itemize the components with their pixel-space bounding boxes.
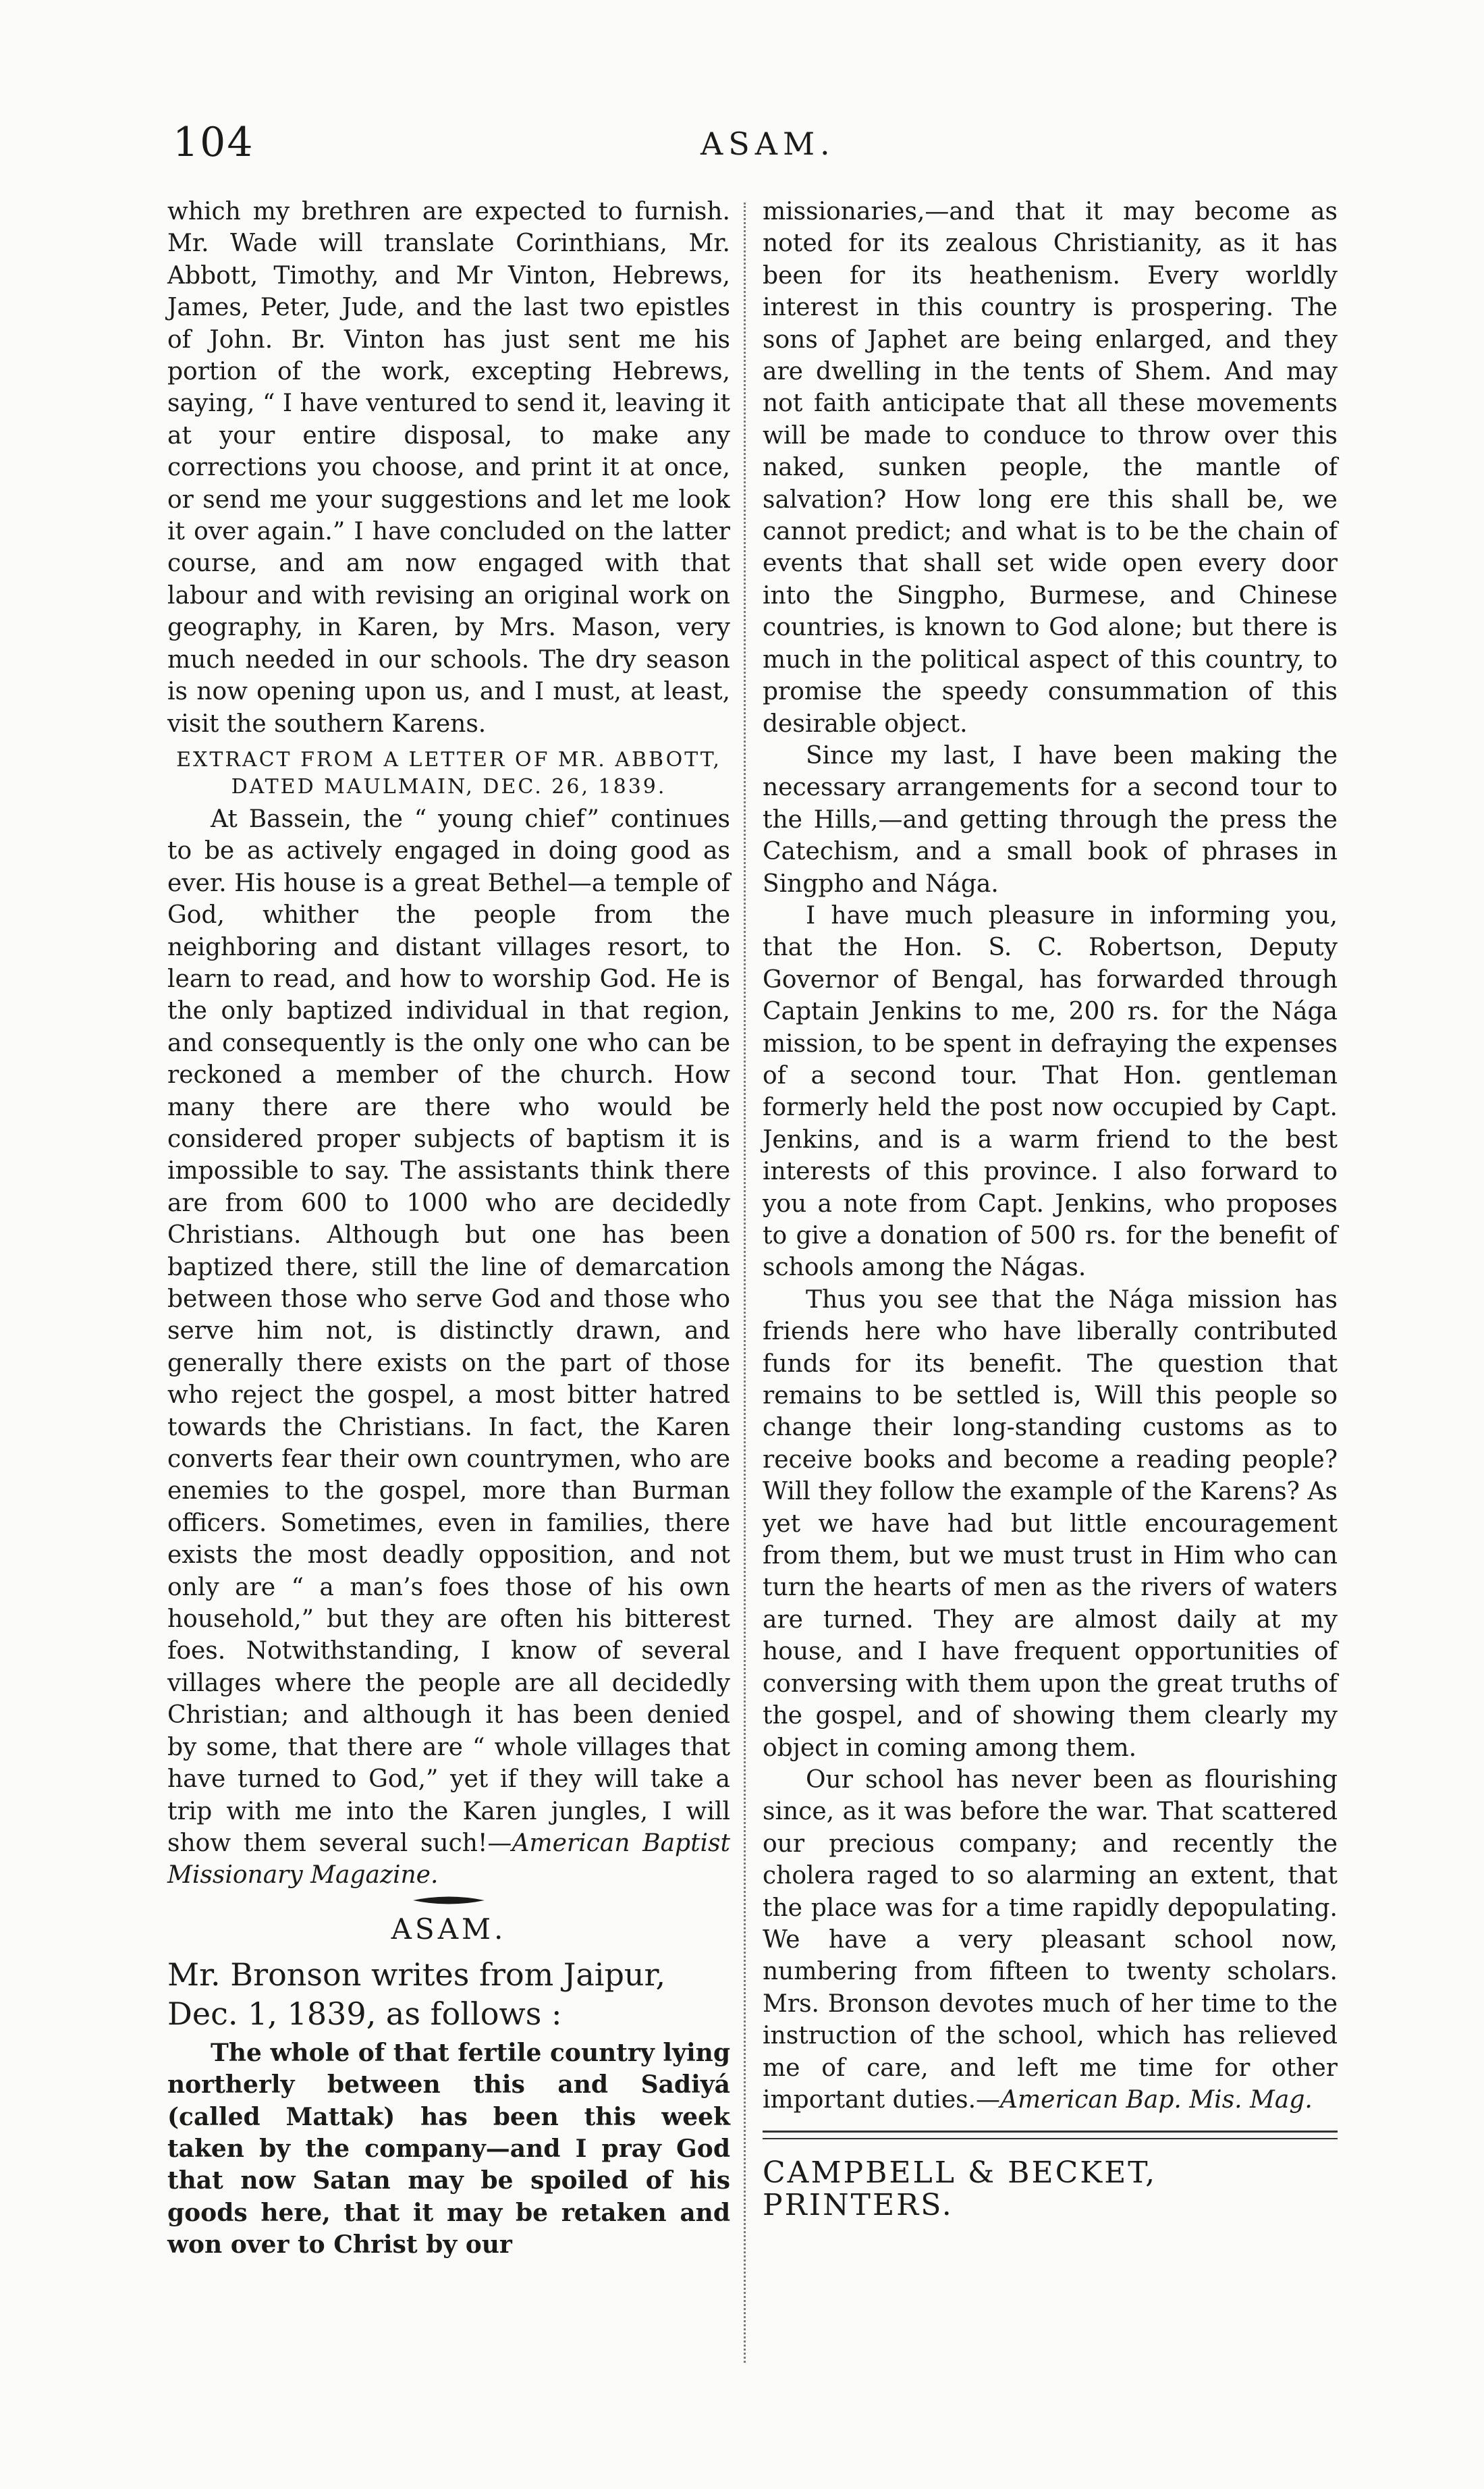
right-paragraph-5 — [763, 1764, 1338, 2116]
printers-imprint: CAMPBELL & BECKET, PRINTERS. — [763, 2156, 1157, 2222]
right-paragraph-5-source: American Bap. Mis. Mag. — [1000, 2085, 1313, 2114]
extract-source: American Baptist Missionary Magazine. — [167, 1829, 730, 1890]
continuation-paragraph: which my brethren are expected to furnish. Mr. Wade will translate Corinthians, Mr. Abbott, Timothy, and Mr Vinton, Hebrews, James, Peter, Jude, and the last two epistles of John. Br. Vinton has just sent me his portion of the work, excepting Hebrews, saying, “ I have ventured to send it, leaving it at your entire disposal, to make any corrections you choose, and print it at once, or send me your suggestions and let me look it over again.” I have concluded on the latter course, and am now engaged with that labour and with revising an original work on geography, in Karen, by Mrs. Mason, very much needed in our schools. The dry season is now opening upon us, and I must, at least, visit the southern Karens. — [167, 198, 730, 738]
page-number: 104 — [173, 119, 254, 166]
right-paragraph-1: missionaries,—and that it may become as noted for its zealous Christianity, as it has been for its heathenism. Every worldly interest in this country is prospering. The sons of Japhet are being enlarged, and they are dwelling in the tents of Shem. And may not faith anticipate that all these movements will be made to conduce to throw over this naked, sunken people, the mantle of salvation? How long ere this shall be, we cannot predict; and what is to be the chain of events that shall set wide open every door into the Singpho, Burmese, and Chinese countries, is known to God alone; but there is much in the political aspect of this country, to promise the speedy consummation of this desirable object. — [763, 198, 1338, 738]
footer-rule-thin — [763, 2138, 1338, 2139]
right-paragraph-4: Thus you see that the Nága mission has friends here who have liberally contributed funds for its benefit. The question that remains to be settled is, Will this people so change their long-standing customs as to receive books and become a reading people? Will they follow the example of the Karens? As yet we have had but little encouragement from them, but we must trust in Him who can turn the hearts of men as the rivers of waters are turned. They are almost daily at my house, and I have frequent opportunities of conversing with them upon the great truths of the gospel, and of showing them clearly my object in coming among them. — [763, 1285, 1338, 1762]
section-lead: Mr. Bronson writes from Jaipur, Dec. 1, 1839, as follows : — [167, 1956, 666, 2032]
section-title: ASAM. — [391, 1912, 507, 1946]
left-column — [167, 196, 730, 2261]
extract-heading: EXTRACT FROM A LETTER OF MR. ABBOTT, DATED MAULMAIN, DEC. 26, 1839. — [176, 747, 721, 799]
section-body: The whole of that fertile country lying northerly between this and Sadiyá (called Mattak) has been this week taken by the company—and I pray God that now Satan may be spoiled of his goods here, that it may be retaken and won over to Christ by our — [167, 2038, 730, 2259]
right-paragraph-3: I have much pleasure in informing you, that the Hon. S. C. Robertson, Deputy Governor of Bengal, has forwarded through Captain Jenkins to me, 200 rs. for the Nága mission, to be spent in defraying the expenses of a second tour. That Hon. gentleman formerly held the post now occupied by Capt. Jenkins, and is a warm friend to the best interests of this province. I also forward to you a note from Capt. Jenkins, who proposes to give a donation of 500 rs. for the benefit of schools among the Nágas. — [763, 901, 1338, 1282]
footer-rule — [763, 2131, 1338, 2133]
extract-body-text: At Bassein, the “ young chief” continues to be as actively engaged in doing good as ever. His house is a great Bethel—a temple of God, whither the people from the neighboring and distant villages resort, to learn to read, and how to worship God. He is the only baptized individual in that region, and consequently is the only one who can be reckoned a member of the church. How many there are there who would be considered proper subjects of baptism it is impossible to say. The assistants think there are from 600 to 1000 who are decidedly Christians. Although but one has been baptized there, still the line of demarcation between those who serve God and those who serve him not, is distinctly drawn, and generally there exists on the part of those who reject the gospel, a most bitter hatred towards the Christians. In fact, the Karen converts fear their own countrymen, who are enemies to the gospel, more than Burman officers. Sometimes, even in families, there exists the most deadly opposition, and not only are “ a man’s foes those of his own household,” but they are often his bitterest foes. Notwithstanding, I know of several villages where the people are all decidedly Christian; and although it has been denied by some, that there are “ whole villages that have turned to God,” yet if they will take a trip with me into the Karen jungles, I will show them several such!— — [167, 805, 730, 1857]
right-paragraph-5-text: Our school has never been as flourishing since, as it was before the war. That scattered our precious company; and recently the cholera raged to so alarming an extent, that the place was for a time rapidly depopulating. We have a very pleasant school now, numbering from fifteen to twenty scholars. Mrs. Bronson devotes much of her time to the instruction of the school, which has relieved me of care, and left me time for other important duties.— — [763, 1765, 1338, 2114]
running-title: ASAM. — [700, 126, 835, 162]
ornament-divider-icon — [412, 1894, 486, 1906]
extract-body — [167, 803, 730, 1892]
column-divider — [744, 203, 746, 2363]
right-paragraph-2: Since my last, I have been making the necessary arrangements for a second tour to the Hills,—and getting through the press the Catechism, and a small book of phrases in Singpho and Nága. — [763, 741, 1338, 898]
right-column — [763, 196, 1338, 2221]
